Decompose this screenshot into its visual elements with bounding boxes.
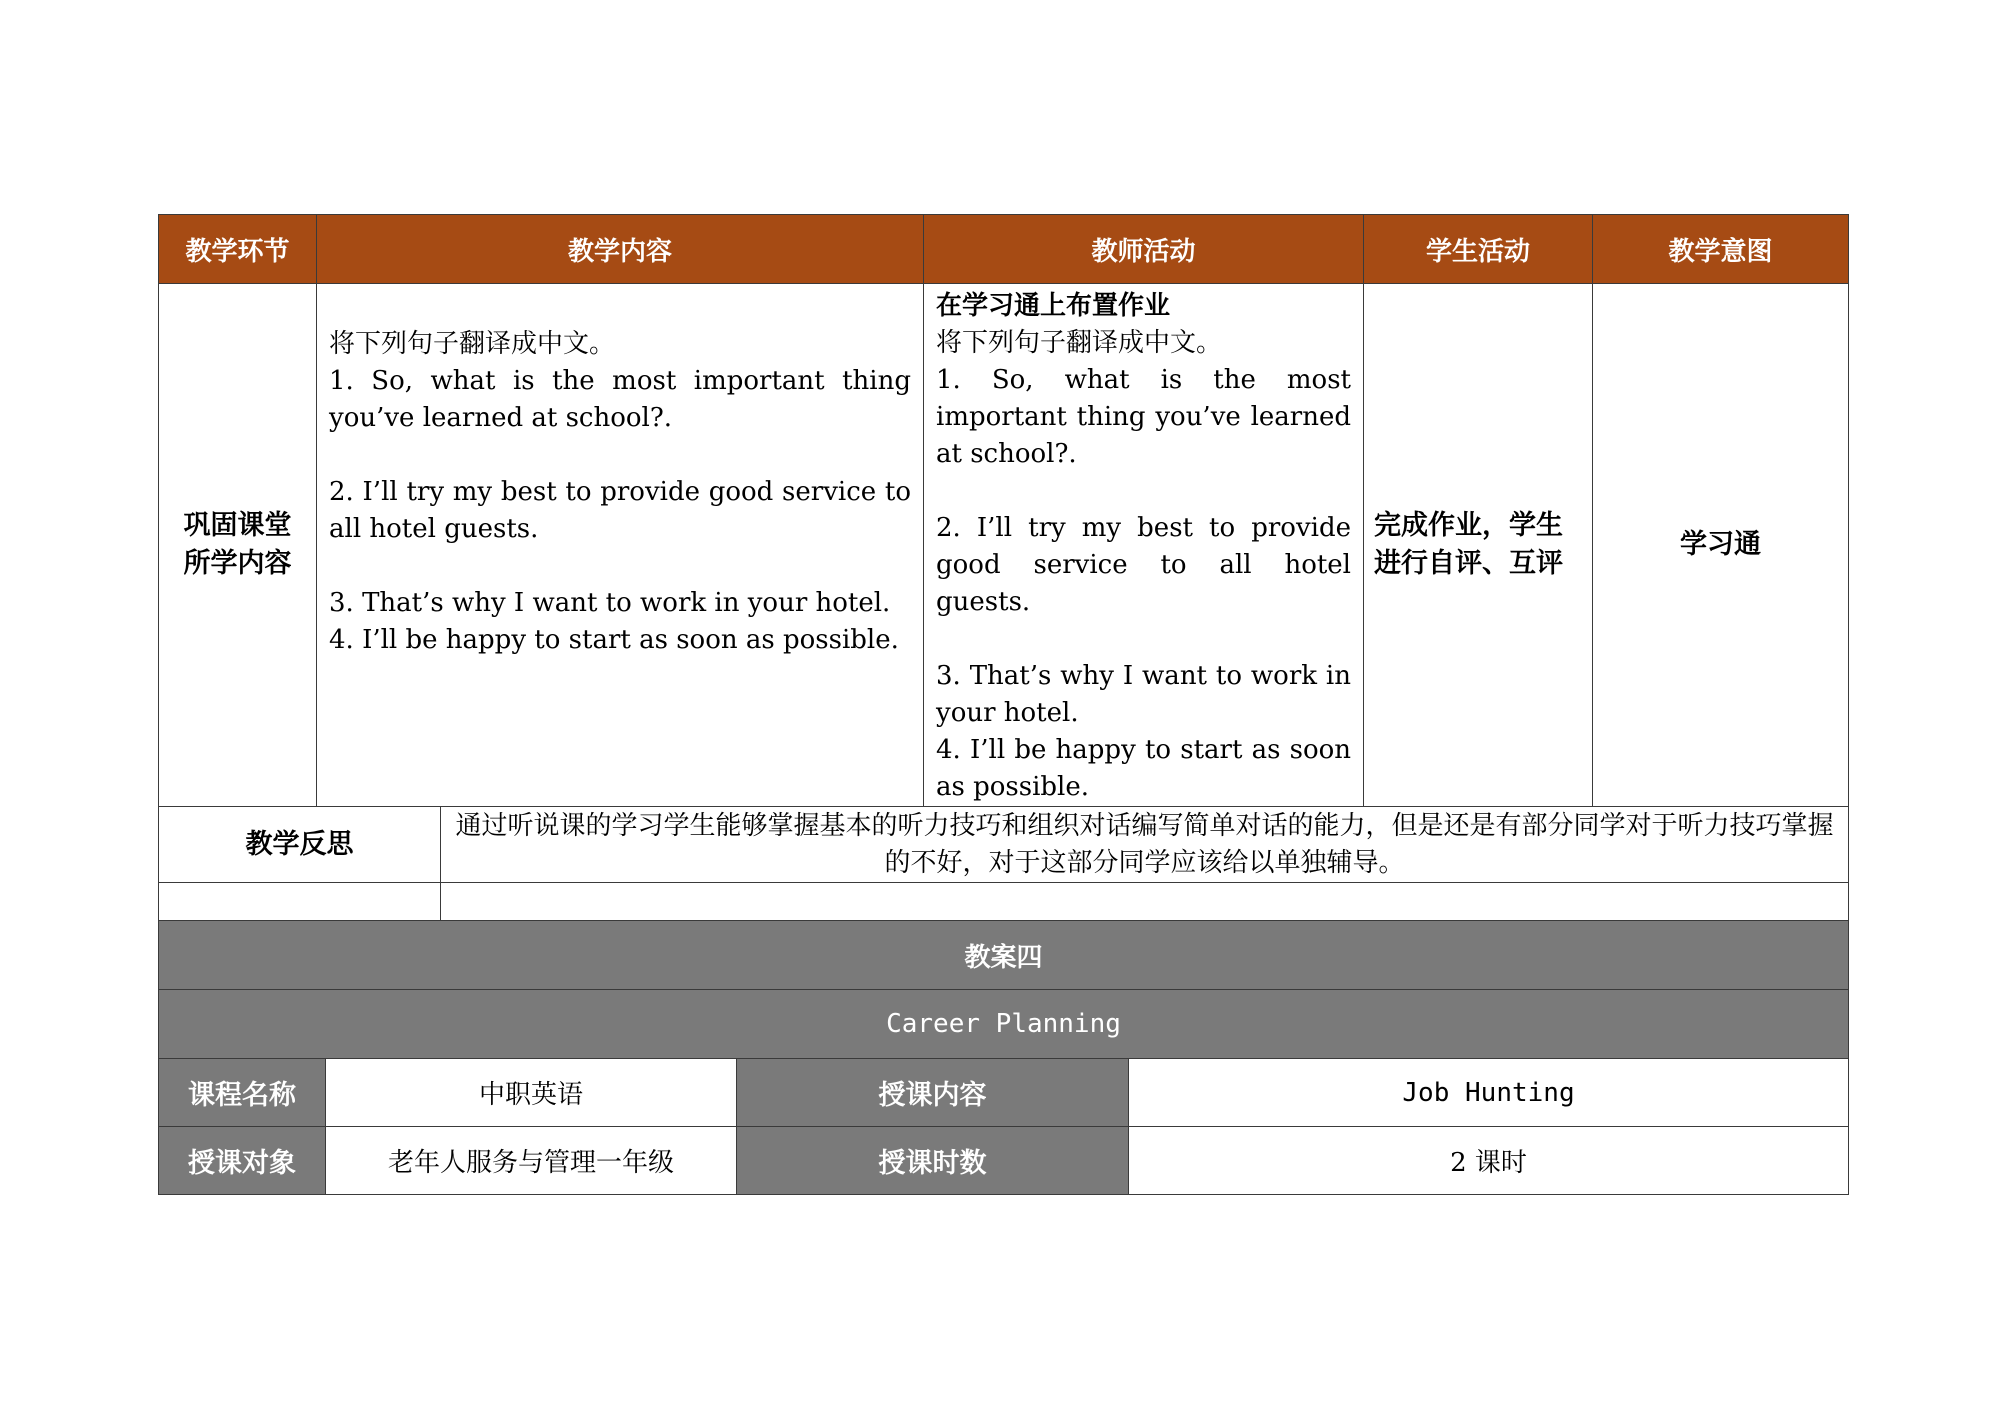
header-student: 学生活动 xyxy=(1364,215,1593,284)
plan-subtitle-row xyxy=(159,990,1849,1059)
course-value: 中职英语 xyxy=(326,1059,737,1127)
teacher-sentence-1: 1. So, what is the most important thing you’ve learned at school?. xyxy=(936,365,1351,469)
target-value: 老年人服务与管理一年级 xyxy=(326,1127,737,1195)
target-label: 授课对象 xyxy=(159,1127,326,1195)
teacher-title: 在学习通上布置作业 xyxy=(936,291,1171,321)
header-intent: 教学意图 xyxy=(1593,215,1849,284)
stage-cell xyxy=(159,284,317,807)
intent-cell xyxy=(1593,284,1849,807)
course-row xyxy=(159,1059,1849,1127)
content-cell xyxy=(317,284,924,807)
plan-subtitle: Career Planning xyxy=(159,990,1849,1059)
student-text: 完成作业，学生进行自评、互评 xyxy=(1374,510,1563,579)
content-sentence-4: 4. I’ll be happy to start as soon as possible. xyxy=(329,625,899,655)
header-teacher: 教师活动 xyxy=(924,215,1364,284)
lesson-plan-sheet xyxy=(158,214,1848,1195)
header-row xyxy=(159,215,1849,284)
hours-value: 2 课时 xyxy=(1129,1127,1849,1195)
reflection-table xyxy=(158,806,1849,921)
stage-text: 巩固课堂所学内容 xyxy=(183,510,292,579)
blank-row xyxy=(159,883,1849,921)
teacher-cell xyxy=(924,284,1364,807)
header-content: 教学内容 xyxy=(317,215,924,284)
plan-table xyxy=(158,920,1849,1195)
content-sentence-3: 3. That’s why I want to work in your hotel. xyxy=(329,588,891,618)
blank-cell-right xyxy=(441,883,1849,921)
student-cell xyxy=(1364,284,1593,807)
content-sentence-1: 1. So, what is the most important thing you’ve learned at school?. xyxy=(329,366,911,433)
header-stage: 教学环节 xyxy=(159,215,317,284)
target-row xyxy=(159,1127,1849,1195)
content-intro: 将下列句子翻译成中文。 xyxy=(329,329,616,359)
teacher-sentence-4: 4. I’ll be happy to start as soon as possible. xyxy=(936,735,1351,802)
content-label: 授课内容 xyxy=(737,1059,1129,1127)
course-label: 课程名称 xyxy=(159,1059,326,1127)
plan-title-row xyxy=(159,921,1849,990)
teacher-sentence-3: 3. That’s why I want to work in your hotel. xyxy=(936,661,1351,728)
teacher-intro: 将下列句子翻译成中文。 xyxy=(936,328,1223,358)
main-row xyxy=(159,284,1849,807)
hours-label: 授课时数 xyxy=(737,1127,1129,1195)
teaching-table xyxy=(158,214,1849,807)
blank-cell-left xyxy=(159,883,441,921)
reflection-label: 教学反思 xyxy=(159,807,441,883)
content-sentence-2: 2. I’ll try my best to provide good service to all hotel guests. xyxy=(329,477,911,544)
teacher-sentence-2: 2. I’ll try my best to provide good service to all hotel guests. xyxy=(936,513,1351,617)
intent-text: 学习通 xyxy=(1680,529,1761,560)
reflection-text: 通过听说课的学习学生能够掌握基本的听力技巧和组织对话编写简单对话的能力，但是还是有部分同学对于听力技巧掌握的不好，对于这部分同学应该给以单独辅导。 xyxy=(441,807,1849,883)
plan-title: 教案四 xyxy=(159,921,1849,990)
content-value: Job Hunting xyxy=(1129,1059,1849,1127)
reflection-row xyxy=(159,807,1849,883)
